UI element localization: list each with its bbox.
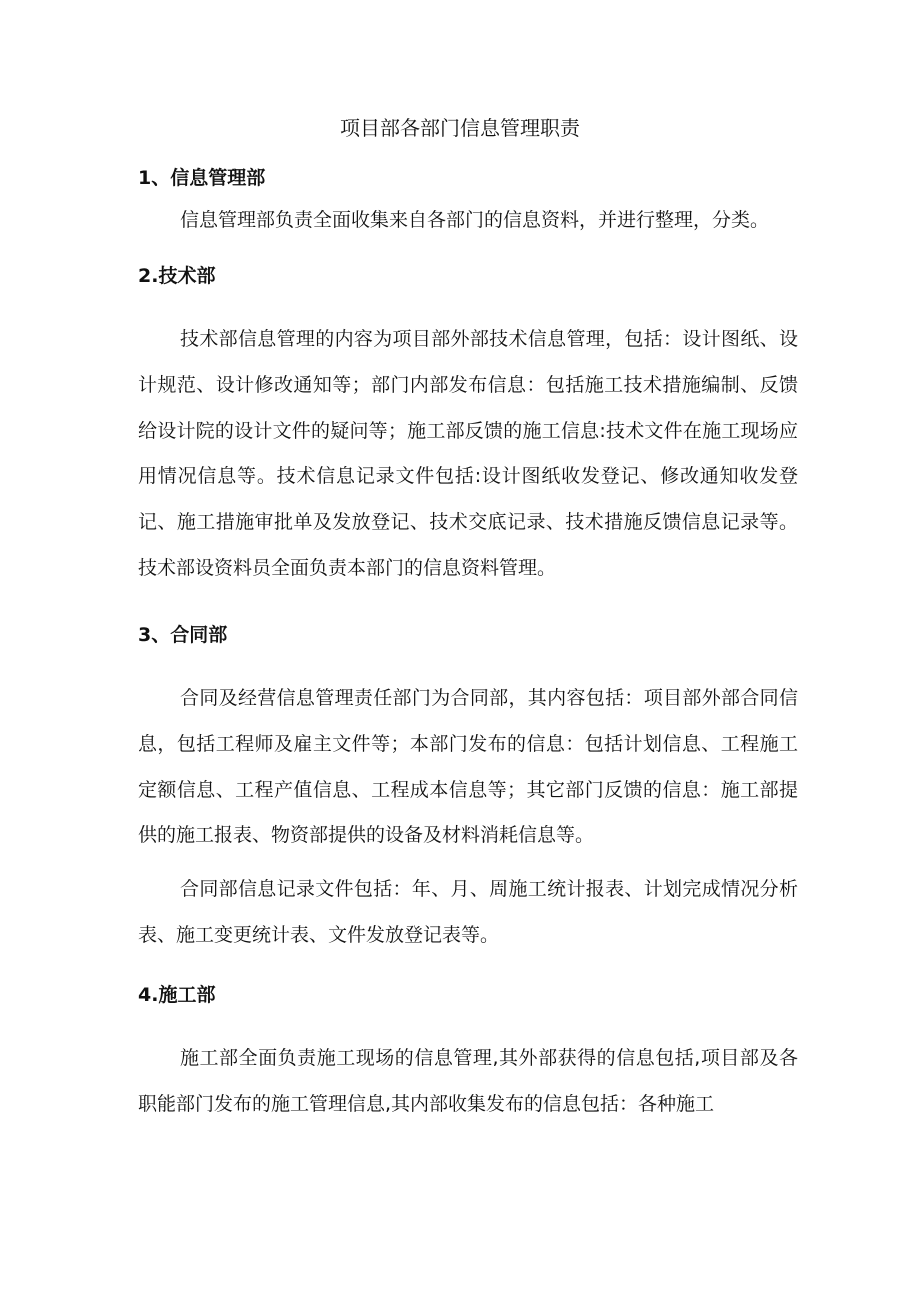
section-heading-technical: 2.技术部 bbox=[138, 265, 216, 287]
section-paragraph-technical: 技术部信息管理的内容为项目部外部技术信息管理，包括：设计图纸、设计规范、设计修改通知等；部门内部发布信息：包括施工技术措施编制、反馈给设计院的设计文件的疑问等；施工部反馈的施工信息:技术文件在施工现场应用情况信息等。技术信息记录文件包括:设计图纸收发登记、修改通知收发登记、施工措施审批单及发放登记、技术交底记录、技术措施反馈信息记录等。技术部设资料员全面负责本部门的信息资料管理。 bbox=[138, 328, 798, 579]
section-paragraph-contract-2: 合同部信息记录文件包括：年、月、周施工统计报表、计划完成情况分析表、施工变更统计表、文件发放登记表等。 bbox=[138, 878, 798, 946]
section-heading-contract: 3、合同部 bbox=[138, 624, 228, 646]
section-heading-construction: 4.施工部 bbox=[138, 984, 216, 1006]
section-paragraph-contract-1: 合同及经营信息管理责任部门为合同部，其内容包括：项目部外部合同信息，包括工程师及雇主文件等；本部门发布的信息：包括计划信息、工程施工定额信息、工程产值信息、工程成本信息等；其它部门反馈的信息：施工部提供的施工报表、物资部提供的设备及材料消耗信息等。 bbox=[138, 687, 798, 847]
page-title: 项目部各部门信息管理职责 bbox=[340, 116, 580, 140]
section-heading-info-management: 1、信息管理部 bbox=[138, 167, 266, 189]
section-paragraph-info-management: 信息管理部负责全面收集来自各部门的信息资料，并进行整理，分类。 bbox=[180, 209, 770, 231]
section-paragraph-construction: 施工部全面负责施工现场的信息管理,其外部获得的信息包括,项目部及各职能部门发布的施工管理信息,其内部收集发布的信息包括：各种施工 bbox=[138, 1047, 798, 1115]
